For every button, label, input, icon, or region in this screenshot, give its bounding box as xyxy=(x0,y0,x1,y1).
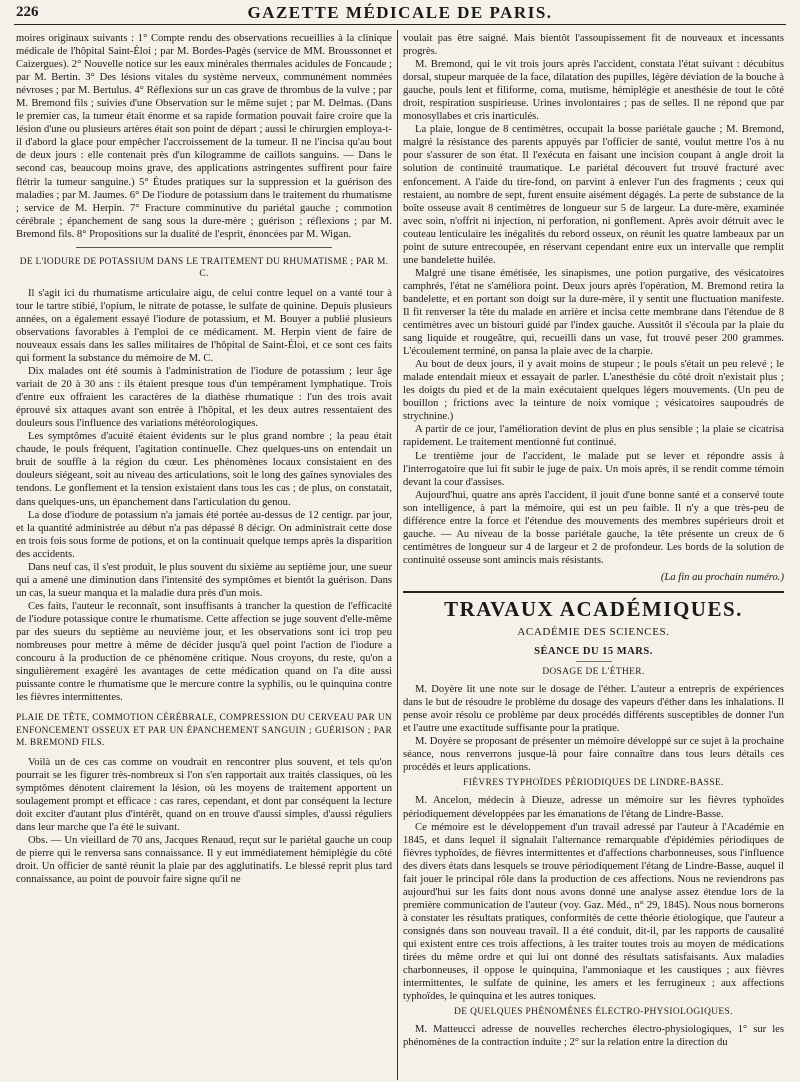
academy-title: ACADÉMIE DES SCIENCES. xyxy=(517,625,670,638)
section-rule xyxy=(403,591,784,593)
paragraph: A partir de ce jour, l'amélioration devint de plus en plus sensible ; la plaie se cicatrisa rapidement. Le traitement mentionné fut continué. xyxy=(403,424,784,449)
section-title: TRAVAUX ACADÉMIQUES. xyxy=(444,596,743,621)
paragraph: M. Bremond, qui le vit trois jours après l'accident, constata l'état suivant : décubitus dorsal, stupeur marquée de la face, dilatation des pupilles, légère déviation de la bouche à gauche, pouls lent et filiforme, coma, mutisme, hémiplégie et anesthésie de tout le côté droit, respiration suspirieuse. Urines involontaires ; pas de selles. Il ne répond que par monosyllabes et cris inarticulés. xyxy=(403,59,784,123)
paragraph: Le trentième jour de l'accident, le malade put se lever et répondre assis à l'interrogatoire que lui fit subir le juge de paix. Un mois après, il se rendit comme témoin devant la cour d'assises. xyxy=(403,450,784,488)
paragraph: Aujourd'hui, quatre ans après l'accident, il jouit d'une bonne santé et a conservé toute son intelligence, à part la mémoire, qui est un peu faible. Il n'y a que très-peu de différence entre la force et l'étendue des mouvements des membres supérieurs droit et gauche. — Au niveau de la bosse pariétale gauche, la tête présente un creux de 6 centimètres de longueur sur 4 de largeur et 2 de profondeur. Les bords de la solution de continuité osseuse sont amincis mais résistants. xyxy=(403,489,784,566)
paragraph: Les symptômes d'acuité étaient évidents sur le plus grand nombre ; la peau était chaude, le pouls fréquent, l'agitation continuelle. Chez quelques-uns on entendait un bruit de souffle à la région du cœur. Les phénomènes locaux consistaient en des douleurs siégeant, soit au niveau des articulations, soit le long des gaînes synoviales des tendons. Le gonflement et la tension existaient dans tous les cas ; de plus, on constatait, dans quelques-uns, un épanchement dans l'articulation du genou. xyxy=(16,431,392,508)
page-header xyxy=(14,2,786,25)
session-date: SÉANCE DU 15 MARS. xyxy=(534,646,653,658)
paragraph: Ces faits, l'auteur le reconnaît, sont insuffisants à trancher la question de l'efficacité de l'iodure potassique contre le rhumatisme. Cette affection se juge souvent d'elle-même par des sueurs du septième au neuvième jour, et les observations sont ici trop peu nombreuses pour mettre à même de décider jusqu'à quel point l'action de l'iodure a concouru à la production de ce phénomène critique. Nous croyons, du reste, qu'on a singulièrement exagéré les avantages de cette médication quand on l'a dite aussi puissante contre le rhumatisme que le mercure contre la syphilis, ou le quinquina contre les fièvres intermittentes. xyxy=(16,600,392,704)
paragraph: M. Doyère lit une note sur le dosage de l'éther. L'auteur a entrepris de expériences dans le but de résoudre le problème du dosage des vapeurs d'éther dans les inhalations. Il pense avoir résolu ce problème par deux procédés différents susceptibles de donner l'un et l'autre une exactitude suffisante pour la pratique. xyxy=(403,684,784,735)
journal-title: GAZETTE MÉDICALE DE PARIS. xyxy=(247,3,553,22)
paragraph-observation: Obs. — Un vieillard de 70 ans, Jacques Renaud, reçut sur le pariétal gauche un coup de pierre qui le renversa sans connaissance. Il y eut immédiatement hémiplégie du côté droit. Un officier de santé réunit la plaie par des agglutinatifs. Le blessé reprit plus tard connaissance, au point de pouvoir faire signe qu'il ne xyxy=(16,835,392,886)
continued-notice: (La fin au prochain numéro.) xyxy=(660,571,784,583)
paragraph: La dose d'iodure de potassium n'a jamais été portée au-dessus de 12 centigr. par jour, et la quantité administrée au début n'a pas dépassé 8 décigr. On administrait cette dose en trois fois sous forme de potions, et on la continuait quelque temps après la disparition des accidents. xyxy=(16,509,392,560)
paragraph-continued: voulait pas être saigné. Mais bientôt l'assoupissement fit de nouveaux et incessants progrès. xyxy=(403,33,784,58)
paragraph: Dans neuf cas, il s'est produit, le plus souvent du sixième au septième jour, une sueur qui a amené une diminution dans l'intensité des symptômes et bientôt la guérison. Dans un cas, la sueur manqua et la maladie dura près d'un mois. xyxy=(16,561,392,599)
left-column xyxy=(16,32,392,1078)
column-divider xyxy=(397,30,398,1080)
paragraph: Il s'agit ici du rhumatisme articulaire aigu, de celui contre lequel on a vanté tour à tour le tartre stibié, l'opium, le nitrate de potasse, le sulfate de quinine. Depuis plusieurs années, on a également essayé l'iodure de potassium, et M. Bouyer a publié plusieurs observations favorables à l'emploi de ce médicament. M. Herpin vient de faire de nouveaux essais dans les salles militaires de l'hôpital de Saint-Éloi, et ce sont ces faits qui forment la substance du mémoire de M. C. xyxy=(16,287,392,364)
paragraph: M. Doyère se proposant de présenter un mémoire développé sur ce sujet à la prochaine séance, nous renverrons jusque-là pour faire connaître dans tous leurs détails ces procédés et leurs applications. xyxy=(403,736,784,774)
paragraph: Malgré une tisane émétisée, les sinapismes, une potion purgative, des vésicatoires camphrés, l'état ne s'améliora point. Deux jours après l'opération, M. Bremond retira la bandelette, et en portant son doigt sur la dure-mère, il y sentit une fluctuation manifeste. Il fit renverser la tête du malade en arrière et incisa cette membrane dans l'étendue de 8 centimètres avec un bistouri guidé par l'index gauche. Aussitôt il s'écoula par la plaie du sang liquide et rougeâtre, qui, recueilli dans un vase, fut trouvé peser 200 grammes. L'écoulement terminé, on pansa la plaie avec de la charpie. xyxy=(403,267,784,358)
paragraph: Au bout de deux jours, il y avait moins de stupeur ; le pouls s'était un peu relevé ; le malade entendait mieux et essayait de parler. L'anesthésie du côté droit n'existait plus ; les doigts du pied et de la main exécutaient quelques légers mouvements. (Un peu de bouillon ; frictions avec la teinture de noix vomique ; vésicatoires saupoudrés de strychnine.) xyxy=(403,359,784,423)
paragraph: Voilà un de ces cas comme on voudrait en rencontrer plus souvent, et tels qu'on pourrait se les figurer très-nombreux si l'on s'en rapportait aux traités classiques, où les symptômes dénotent clairement la lésion, où les moyens de traitement apportent un soulagement prompt et efficace : cas rares, cependant, et dont par conséquent la lecture doit exciter d'autant plus d'intérêt, quand on en trouve d'aussi simples, d'aussi réguliers dans leur marche que l'a été le suivant. xyxy=(16,756,392,833)
subheading-electro: DE QUELQUES PHÉNOMÈNES ÉLECTRO-PHYSIOLOGIQUES. xyxy=(454,1007,733,1018)
paragraph: Dix malades ont été soumis à l'administration de l'iodure de potassium ; leur âge variait de 20 à 30 ans : ils étaient presque tous d'un tempérament lymphatique. Trois d'entre eux offraient les caractères de la diathèse rhumatique : l'un des trois avait éprouvé six attaques avant son entrée à l'hôpital, et les deux autres ressentaient des douleurs sous l'influence des variations météorologiques. xyxy=(16,366,392,430)
right-column xyxy=(403,32,784,1078)
subheading-ether: DOSAGE DE L'ÉTHER. xyxy=(542,667,645,678)
paragraph: Ce mémoire est le développement d'un travail adressé par l'auteur à l'Académie en 1845, et dans lequel il signalait l'alternance remarquable d'épidémies périodiques de fièvres typhoïdes, de fièvres intermittentes et d'affections charbonneuses, sous l'influence des divers états dans lesquels se trouve périodiquement l'étang de Lindre-Basse, auquel il fait jouer le principal rôle dans la production de ces affections. Nous ne reviendrons pas aujourd'hui sur les faits dont nous avons donné une analyse assez étendue lors de la première communication de l'auteur (voy. Gaz. Méd., n° 29, 1845). Nous nous bornerons à constater les résultats pratiques, conformités de cette théorie étiologique, que l'auteur a consignés dans son nouveau travail. Il a été conduit, dit-il, par les rapports de causalité qui existent entre ces trois affections, à les traiter toutes trois au moyen de médications tirées du même ordre et qui lui ont donné des résultats satisfaisants. Aux maladies charbonneuses, il oppose le quinquina, l'ammoniaque et les caustiques ; aux fièvres intermittentes, le sulfate de quinine, les amers et les ferrugineux ; aux affections typhoïdes, le quinquina et les autres toniques. xyxy=(403,821,784,1003)
subheading-fievres: FIÈVRES TYPHOÏDES PÉRIODIQUES DE LINDRE-BASSE. xyxy=(463,778,724,789)
article-heading-plaie: PLAIE DE TÊTE, COMMOTION CÉRÉBRALE, COMPRESSION DU CERVEAU PAR UN ENFONCEMENT OSSEUX ET PAR UN ÉPANCHEMENT SANGUIN ; GUÉRISON ; PAR M. BREMOND FILS. xyxy=(16,713,392,749)
paragraph: La plaie, longue de 8 centimètres, occupait la bosse pariétale gauche ; M. Bremond, malgré la résistance des parents appuyés par l'officier de santé, voulut mettre l'os à nu pour s'assurer de son état. Il l'exécuta en faisant une incision coupant à angle droit la solution de continuité traumatique. Le pariétal découvert fut trouvé fracturé avec enfoncement. A l'aide du tire-fond, on parvint à enlever l'un des fragments ; ceux qui restaient, au nombre de sept, furent ensuite aisément dégagés. La perte de substance de la boîte osseuse avait 8 centimètres de longueur sur 5 de largeur. La dure-mère, examinée avec soin, n'offrit ni injection, ni perforation, ni gonflement. Après avoir détruit avec le couteau lenticulaire les inégalités du rebord osseux, on réunit les quatre lambeaux par un point de suture entrecoupée, en réservant cependant entre eux un intervalle que remplit une bandelette huilée. xyxy=(403,124,784,266)
paragraph: M. Ancelon, médecin à Dieuze, adresse un mémoire sur les fièvres typhoïdes périodiquement développées par les émanations de l'étang de Lindre-Basse. xyxy=(403,795,784,820)
article-heading-iodure: DE L'IODURE DE POTASSIUM DANS LE TRAITEMENT DU RHUMATISME ; PAR M. C. xyxy=(19,256,389,280)
separator xyxy=(76,247,332,248)
paragraph-intro: moires originaux suivants : 1° Compte rendu des observations recueillies à la clinique médicale de l'hôpital Saint-Éloi ; par M. Bordes-Pagès (service de MM. Broussonnet et Caizergues). 2° Nouvelle notice sur les eaux minérales thermales acidules de Foncaude ; par M. Bertin. 3° Des lésions vitales du système nerveux, communément nommées névroses ; par M. Bertulus. 4° Réflexions sur un cas grave de thrombus de la vulve ; par M. Bremond fils ; suivies d'une Observation sur le même sujet ; par M. Delmas. (Dans le premier cas, la tumeur était énorme et sa rapide formation pouvait faire croire que la lésion d'une ou plusieurs artères était son point de départ ; aussi le chirurgien employa-t-il d'abord la glace pour empêcher l'accroissement de la tumeur. Il ne l'incisa qu'au bout de deux jours : elle contenait près d'un kilogramme de caillots sanguins. — Dans le second cas, beaucoup moins grave, des applications astringentes suffirent pour faire flétrir la tumeur sanguine.) 5° Études pratiques sur la suppression et la guérison des maladies ; par M. Jaumes. 6° De l'iodure de potassium dans le traitement du rhumatisme ; service de M. Herpin. 7° Fracture comminutive du pariétal gauche ; commotion cérébrale ; épanchement de sang sous la dure-mère ; guérison ; réflexions ; par M. Bremond fils. 8° Propositions sur la dualité de l'esprit, énoncées par M. Wigan. xyxy=(16,33,392,240)
paragraph: M. Matteucci adresse de nouvelles recherches électro-physiologiques, 1° sur les phénomènes de la contraction induite ; 2° sur la relation entre la direction du xyxy=(403,1024,784,1049)
page-number: 226 xyxy=(16,4,39,20)
separator xyxy=(576,661,612,662)
